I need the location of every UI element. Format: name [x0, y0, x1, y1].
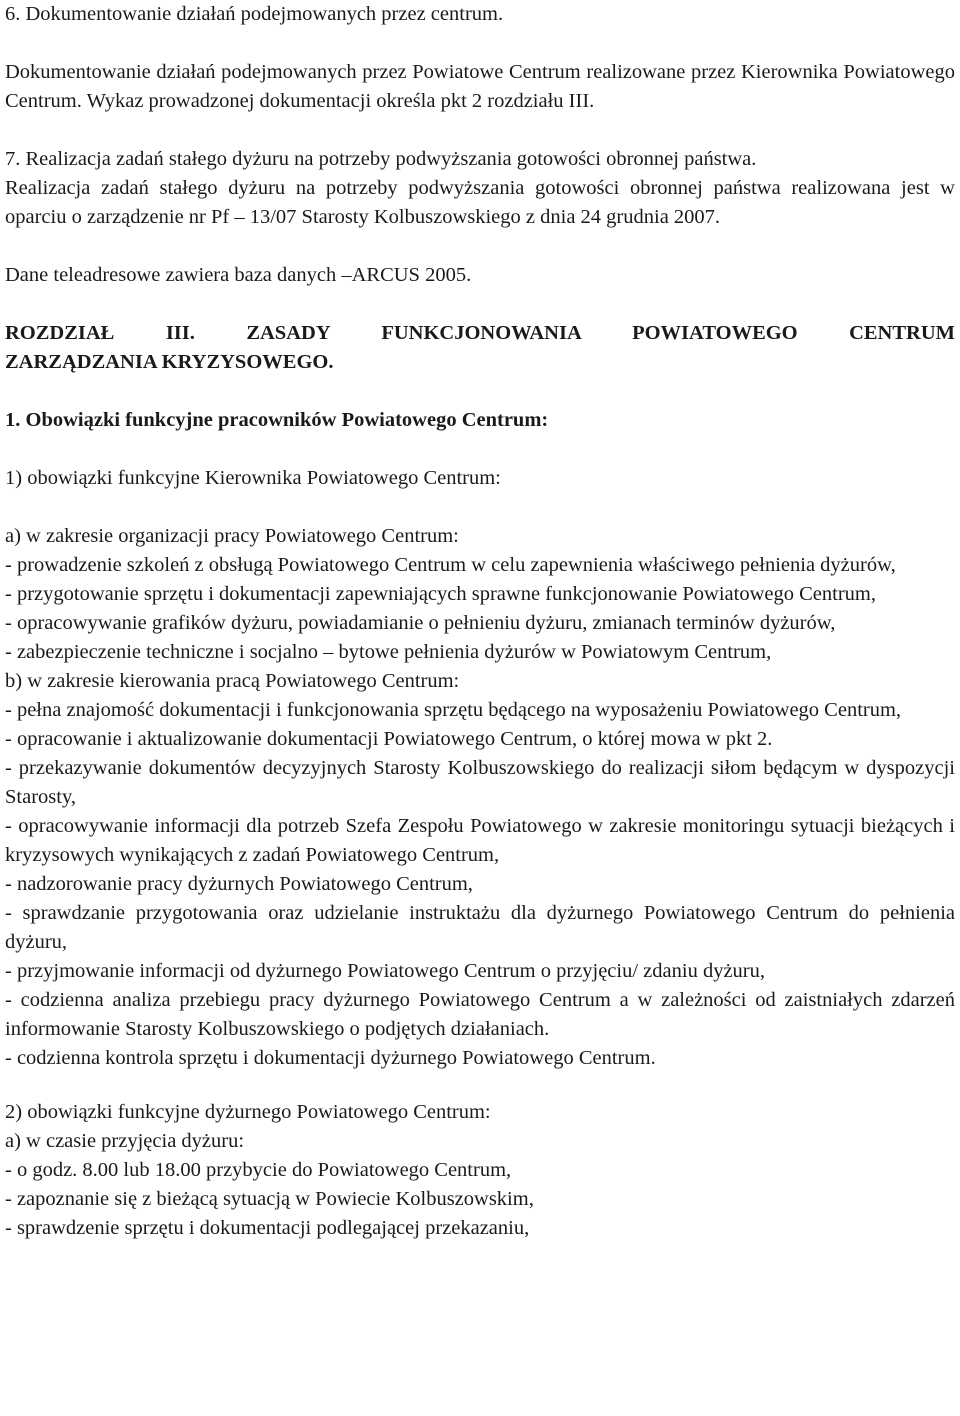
kierownik-a-heading: a) w zakresie organizacji pracy Powiatowego Centrum: [5, 525, 459, 547]
list-item: - prowadzenie szkoleń z obsługą Powiatowego Centrum w celu zapewnienia właściwego pełnienia dyżurów, [5, 554, 896, 576]
list-item: - nadzorowanie pracy dyżurnych Powiatowego Centrum, [5, 873, 473, 895]
section-6-body: Dokumentowanie działań podejmowanych przez Powiatowe Centrum realizowane przez Kierownika Powiatowego Centrum. Wykaz prowadzonej dokumentacji określa pkt 2 rozdziału III. [5, 61, 955, 112]
chapter-3-title-line1: ROZDZIAŁ III. ZASADY FUNKCJONOWANIA POWIATOWEGO CENTRUM [5, 322, 955, 344]
kierownik-b-heading: b) w zakresie kierowania pracą Powiatowego Centrum: [5, 670, 460, 692]
section-7-body: Realizacja zadań stałego dyżuru na potrzeby podwyższania gotowości obronnej państwa realizowana jest w oparciu o zarządzenie nr Pf – 13/07 Starosty Kolbuszowskiego z dnia 24 grudnia 2007. [5, 177, 955, 228]
dyzurny-a-heading: a) w czasie przyjęcia dyżuru: [5, 1130, 245, 1152]
section-6-heading: 6. Dokumentowanie działań podejmowanych przez centrum. [5, 3, 504, 25]
section-7-heading: 7. Realizacja zadań stałego dyżuru na potrzeby podwyższania gotowości obronnej państwa. [5, 148, 757, 170]
list-item: - zabezpieczenie techniczne i socjalno – bytowe pełnienia dyżurów w Powiatowym Centrum, [5, 641, 772, 663]
dyzurny-heading: 2) obowiązki funkcyjne dyżurnego Powiatowego Centrum: [5, 1101, 491, 1123]
list-item: - codzienna kontrola sprzętu i dokumentacji dyżurnego Powiatowego Centrum. [5, 1047, 656, 1069]
list-item: - przygotowanie sprzętu i dokumentacji zapewniających sprawne funkcjonowanie Powiatowego Centrum, [5, 583, 876, 605]
list-item: - sprawdzenie sprzętu i dokumentacji podlegającej przekazaniu, [5, 1217, 530, 1239]
list-item: - opracowanie i aktualizowanie dokumentacji Powiatowego Centrum, o której mowa w pkt 2. [5, 728, 773, 750]
chapter-3-point-1: 1. Obowiązki funkcyjne pracowników Powiatowego Centrum: [5, 409, 549, 431]
list-item: - pełna znajomość dokumentacji i funkcjonowania sprzętu będącego na wyposażeniu Powiatowego Centrum, [5, 699, 902, 721]
list-item: - codzienna analiza przebiegu pracy dyżurnego Powiatowego Centrum a w zależności od zaistniałych zdarzeń informowanie Starosty Kolbuszowskiego o podjętych działaniach. [5, 989, 955, 1040]
chapter-3-title-line2: ZARZĄDZANIA KRYZYSOWEGO. [5, 351, 334, 373]
list-item: - przyjmowanie informacji od dyżurnego Powiatowego Centrum o przyjęciu/ zdaniu dyżuru, [5, 960, 765, 982]
list-item: - przekazywanie dokumentów decyzyjnych Starosty Kolbuszowskiego do realizacji siłom będącym w dyspozycji Starosty, [5, 757, 955, 808]
section-7-note: Dane teleadresowe zawiera baza danych –ARCUS 2005. [5, 264, 472, 286]
list-item: - o godz. 8.00 lub 18.00 przybycie do Powiatowego Centrum, [5, 1159, 512, 1181]
list-item: - opracowywanie informacji dla potrzeb Szefa Zespołu Powiatowego w zakresie monitoringu sytuacji bieżących i kryzysowych wynikających z zadań Powiatowego Centrum, [5, 815, 955, 866]
list-item: - opracowywanie grafików dyżuru, powiadamianie o pełnieniu dyżuru, zmianach terminów dyżurów, [5, 612, 836, 634]
list-item: - sprawdzanie przygotowania oraz udzielanie instruktażu dla dyżurnego Powiatowego Centrum do pełnienia dyżuru, [5, 902, 955, 953]
list-item: - zapoznanie się z bieżącą sytuacją w Powiecie Kolbuszowskim, [5, 1188, 534, 1210]
kierownik-heading: 1) obowiązki funkcyjne Kierownika Powiatowego Centrum: [5, 467, 501, 489]
